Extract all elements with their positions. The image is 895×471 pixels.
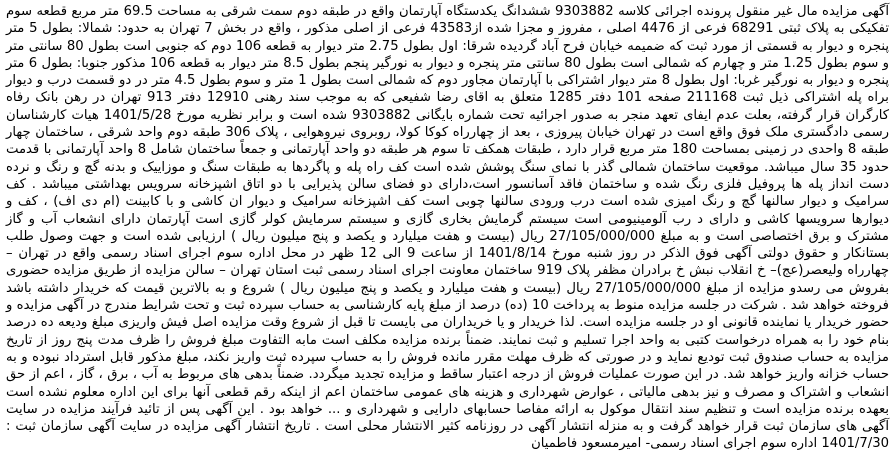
notice-text: آگهی مزایده مال غیر منقول پرونده اجرائی کلاسه 9303882 ششدانگ یکدستگاه آپارتمان واقع در طبقه دوم سمت شرقی به مساحت 69.5 متر مربع قطعه سوم تفکیکی به پلاک ثبتی 68291 فرعی از 4476 اصلی ، مفروز و مجزا شده از43583 فرعی از اصلی مذکور ، واقع در بخش 7 تهران به حدود: شمالا: بطول 5 متر پنجره و دیوار به قسمتی از مورد ثبت که ضمیمه خیابان فرح آباد گردیده شرقا: اول بطول 2.75 متر دیوار به قطعه 106 دوم که جنوبی است بطول 80 سانتی متر و سوم بطول 1.25 متر و چهارم که شمالی است بطول 80 سانتی متر پنجره و دیوار به نورگیر پنجم بطول 8.5 متر دیوار به قطعه 106 مذکور جنوبا: بطول 6 متر پنجره و دیوار به نورگیر غربا: اول بطول 8 متر دیوار اشتراکی با آپارتمان مجاور دوم که شمالی است بطول 1 متر و سوم بطول 4.5 متر در دو قسمت درب و دیوار براه پله اشتراکی ذیل ثبت 211168 صفحه 101 دفتر 1285 متعلق به اقای رضا شفیعی که به موجب سند رهنی 12910 دفتر 913 تهران در رهن بانک رفاه کارگران قرار گرفته، بعلت عدم ایفای تعهد منجر به صدور اجرائیه تحت شماره بایگانی 9303882 شده است و برابر نظریه مورخ 1401/5/28 هیات کارشناسان رسمی دادگستری ملک فوق واقع است در تهران خیابان پیروزی ، بعد از چهارراه کوکا کولا، روبروی نیروهوایی ، پلاک 306 طبقه دوم واحد شرقی ، ساختمان چهار طبقه 8 واحدی در زمینی بمساحت 180 متر مربع قرار دارد ، طبقات همکف تا سوم هر طبقه دو واحد آپارتمانی و جمعاً ساختمان شامل 8 واحد آپارتمانی با قدمت حدود 35 سال میباشد. موقعیت ساختمان شمالی گذر با نمای سنگ پوشش شده است کف راه پله و پاگردها به طبقات سنگ و موزاییک و بدنه گچ و رنگ و نرده دست انداز پله ها پروفیل فلزی رنگ شده و ساختمان فاقد آسانسور است،دارای دو فضای سالن پذیرایی با دو اتاق اشپزخانه سرویس بهداشتی میباشد . کف سرامیک و دیوار سالنها گچ و رنگ امیزی شده است درب ورودی سالنها چوبی است کف اشپزخانه سرامیک و دیوار ان کاشی و با کابینت (ام دی اف) ، کف و دیوارها سرویسها کاشی و دارای د رب آلومینیومی است سیستم گرمایش بخاری گازی و سیستم سرمایش کولر گازی است آپارتمان دارای انشعاب آب و گاز مشترک و برق اختصاصی است و به مبلغ 27/105/000/000 ریال (بیست و هفت میلیارد و یکصد و پنج میلیون ریال ) ارزیابی شده است و جهت وصول طلب بستانکار و حقوق دولتی آگهی فوق الذکر در روز شنبه مورخ 1401/8/14 از ساعت 9 الی 12 ظهر در محل اداره سوم اجرای اسناد رسمی واقع در تهران – چهارراه ولیعصر(عج)– خ انقلاب نبش خ برادران مظفر پلاک 919 ساختمان معاونت اجرای اسناد رسمی ثبت استان تهران – سالن مزایده از طریق مزایده حضوری بفروش می رسدو مزایده از مبلغ 27/105/000/000 ریال (بیست و هفت میلیارد و یکصد و پنج میلیون ریال ) شروع و به بالاترین قیمت که خریدار داشته باشد فروخته خواهد شد . شرکت در جلسه مزایده منوط به پرداخت 10 (ده) درصد از مبلغ پایه کارشناسی به حساب سپرده ثبت و تحت شرایط مندرج در آگهی مزایده و حضور خریدار یا نماینده قانونی او در جلسه مزایده است. لذا خریدار و یا خریداران می بایست تا قبل از شروع وقت مزایده اصل فیش واریزی مبلغ ودیعه ده درصد بنام خود را به همراه درخواست کتبی به واحد اجرا تسلیم و ثبت نمایند. ضمناً برنده مزایده مکلف است مابه التفاوت مبلغ فروش را ظرف مدت پنج روز از تاریخ مزایده به حساب صندوق ثبت تودیع نماید و در صورتی که ظرف مهلت مقرر مانده فروش را به حساب سپرده ثبت واریز نکند، مبلغ مذکور قابل استرداد نبوده و به حساب خزانه واریز خواهد شد. در این صورت عملیات فروش از درجه اعتبار ساقط و مزایده تجدید میگردد. ضمناً بدهی های مربوط به آب ، برق ، گاز ، اعم از حق انشعاب و اشتراک و مصرف و نیز بدهی مالیاتی ، عوارض شهرداری و هزینه های عمومی ساختمان اعم از اینکه رقم قطعی آنها برای این اداره معلوم نشده است بعهده برنده مزایده است و تنظیم سند انتقال موکول به ارائه مفاصا حسابهای دارایی و شهرداری و ... خواهد بود . این آگهی پس از تائید فرآیند مزایده در سایت آگهی های سازمان ثبت قرار خواهد گرفت و به منزله انتشار آگهی در روزنامه کثیر الانتشار محلی است . تاریخ انتشار آگهی مزایده در سایت آگهی سازمان ثبت : 1401/7/30 اداره سوم اجرای اسناد رسمی- امیرمسعود فاطمیان <box>6 4 890 452</box>
